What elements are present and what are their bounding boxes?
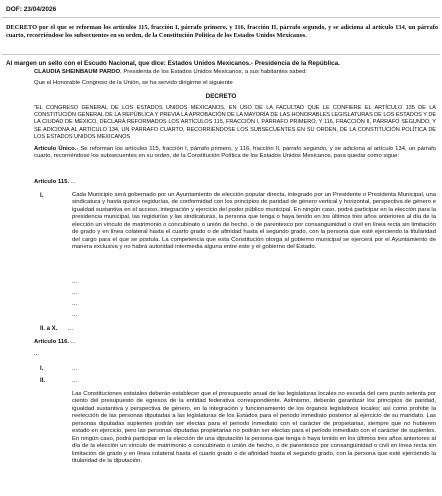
ellipsis-5: ... [68,326,74,332]
ellipsis-4: ... [72,312,78,318]
article-115-label: Artículo 115. [34,179,70,185]
article-115-rest: ... [69,179,76,185]
article-116-ellipsis: ... [70,339,76,345]
ellipsis-3: ... [72,301,78,307]
article-115-heading [34,179,334,186]
fraction-i-116-label: I. [40,366,44,372]
fraction-ii-x-label: II. a X. [40,326,58,332]
article-116-heading [34,339,334,346]
congress-line: Que el Honorable Congreso de la Unión, se ha servido dirigirme el siguiente [34,80,233,86]
articulo-unico [34,146,436,161]
title-divider [2,54,440,55]
congress-declaration: "EL CONGRESO GENERAL DE LOS ESTADOS UNIDOS MEXICANOS, EN USO DE LA FACULTAD QUE LE CONFIERE EL ARTÍCULO 135 DE LA CONSTITUCIÓN GENERAL DE LA REPÚBLICA Y PREVIA LA APROBACIÓN DE LA MAYORÍA DE LAS HONORABLES LEGISLATURAS DE LOS ESTADOS Y DE LA CIUDAD DE MÉXICO, DECLARA REFORMADOS LOS ARTÍCULOS 115, FRACCIÓN I, PÁRRAFO PRIMERO, Y 116, FRACCIÓN II, PÁRRAFO SEGUNDO, Y SE ADICIONA AL ARTÍCULO 134, UN PÁRRAFO CUARTO, RECORRIÉNDOSE LOS SUBSECUENTES EN SU ORDEN, DE LA CONSTITUCIÓN POLÍTICA DE LOS ESTADOS UNIDOS MEXICANOS [34,105,436,140]
dof-date: DOF: 23/04/2026 [6,6,57,13]
president-line-rest: , Presidenta de los Estados Unidos Mexicanos, a sus habitantes sabed: [120,69,308,75]
president-line [34,69,434,76]
decree-heading: DECRETO [205,93,237,100]
ellipsis-8: ... [72,378,78,384]
article-116-label: Artículo 116. [34,339,70,345]
article-116-fraction-ii-text: Las Constituciones estatales deberán establecer que el presupuesto anual de las legislaturas locales no exceda del cero punto setenta por ciento del presupuesto de egresos de la entidad federativa correspondiente. Asimismo, deberán garantizar los principios de paridad, igualdad sustantiva y perspectiva de género, en la integración y funcionamiento de los órganos legislativos locales; así como prohibir la reelección de las personas diputadas a las legislaturas de los Estados para el periodo inmediato posterior al ejercicio de su mandato. Las personas diputadas suplentes podrán ser electas para el periodo inmediato con el carácter de propietarias, siempre que no hubieren estado en ejercicio, pero las personas diputadas propietarias no podrán ser electas para el periodo inmediato con el carácter de suplentes. En ningún caso, podrá participar en la elección de una diputación la persona que tenga o haya tenido en los últimos tres años anteriores al día de la elección un vínculo de matrimonio o concubinato o unión de hecho, o de parentesco por consanguinidad o civil en línea recta sin limitación de grado y en línea colateral hasta el cuarto grado o de afinidad hasta el segundo grado, con la persona que esté ejerciendo la titularidad de la diputación. [72,391,436,465]
seal-note: Al margen un sello con el Escudo Nacional, que dice: Estados Unidos Mexicanos.- Presidencia de la República. [6,60,340,67]
top-divider [2,17,440,18]
ellipsis-7: ... [72,366,78,372]
fraction-ii-label: II. [40,378,46,384]
articulo-unico-label: Artículo Único.- [34,146,79,152]
articulo-unico-text: Se reforman los artículos 115, fracción I, párrafo primero, y 116, fracción II, párrafo segundo, y se adiciona al artículo 134, un párrafo cuarto, recorriéndose los subsecuentes en su orden, de la Constitución Política de los Estados Unidos Mexicanos, para quedar como sigue: [34,146,436,160]
president-name: CLAUDIA SHEINBAUM PARDO [34,69,121,75]
ellipsis-6: ... [34,351,40,357]
article-115-fraction-i-text: Cada Municipio será gobernado por un Ayuntamiento de elección popular directa, integrado por un Presidente o Presidenta Municipal, una sindicatura y hasta quince regidurías, de conformidad con los principios de paridad de género vertical y horizontal, perspectiva de género e igualdad sustantiva en el acceso, integración y ejercicio del poder público municipal. En ningún caso, podrá participar en la elección para la presidencia municipal, las regidurías y las sindicaturas, la persona que tenga o haya tenido en los últimos tres años anteriores al día de la elección un vínculo de matrimonio o concubinato o unión de hecho, o de parentesco por consanguinidad o civil en línea recta sin limitación de grado y en línea colateral hasta el cuarto grado o de afinidad hasta el segundo grado, con la persona que esté ejerciendo la titularidad del cargo para el que se postula. La competencia que esta Constitución otorga al gobierno municipal se ejercerá por el Ayuntamiento de manera exclusiva y no habrá autoridad intermedia alguna entre este y el gobierno del Estado. [72,192,436,251]
fraction-i-label: I. [40,193,44,199]
ellipsis-2: ... [72,290,78,296]
decree-title: DECRETO por el que se reforman los artículos 115, fracción I, párrafo primero, y 116, fracción II, párrafo segundo, y se adiciona al artículo 134, un párrafo cuarto, recorriéndose los subsecuentes en su orden, de la Constitución Política de los Estados Unidos Mexicanos. [6,24,438,39]
ellipsis-1: ... [72,279,78,285]
